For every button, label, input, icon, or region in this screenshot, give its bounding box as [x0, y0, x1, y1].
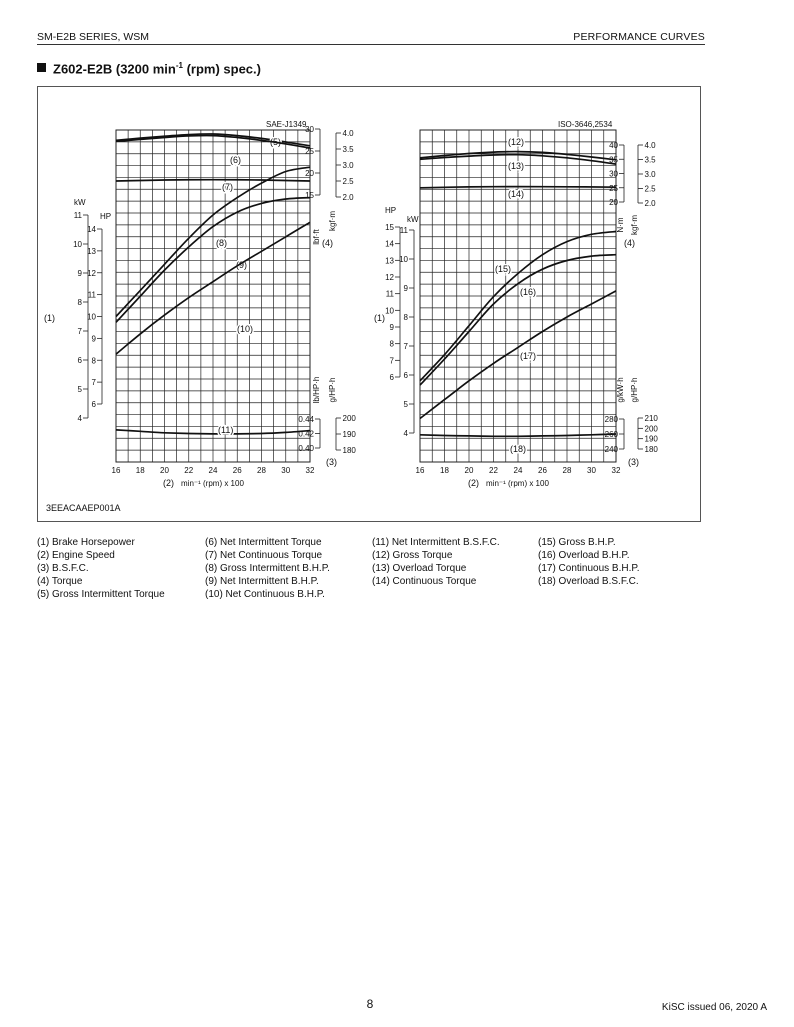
- chart1-torque-unit-a: lbf·ft: [312, 229, 321, 245]
- chart1-kw-tick-label: 7: [77, 327, 82, 336]
- chart1-x-tick-label: 20: [160, 466, 169, 475]
- chart2-left-label-ref: (1): [374, 313, 385, 323]
- chart2-bsA-tick-label: 280: [604, 415, 618, 424]
- legend-item: (12) Gross Torque: [372, 550, 453, 561]
- chart2-x-tick-label: 16: [415, 466, 425, 475]
- chart1-tqB-tick-label: 2.5: [342, 177, 354, 186]
- chart1-kw-tick-label: 10: [73, 240, 82, 249]
- chart1-curve-label: (5): [270, 137, 281, 147]
- chart1-tqA-tick-label: 20: [305, 169, 314, 178]
- header-rule: [37, 44, 705, 45]
- chart1-bsB-tick-label: 190: [342, 430, 356, 439]
- chart2-curve-label: (16): [520, 287, 537, 297]
- chart1-tqB-tick-label: 3.0: [342, 161, 354, 170]
- chart2-x-tick-label: 30: [587, 466, 596, 475]
- chart1-x-tick-label: 28: [257, 466, 266, 475]
- section-title-main: Z602-E2B (3200 min: [53, 61, 176, 77]
- legend-item: (5) Gross Intermittent Torque: [37, 589, 165, 600]
- chart1-x-tick-label: 18: [135, 466, 145, 475]
- chart2-hp-tick-label: 7: [389, 356, 394, 366]
- chart2-bsB-tick-label: 180: [644, 445, 658, 454]
- chart1-torque-unit-b: kgf·m: [328, 211, 337, 231]
- chart2-curve-label: (15): [495, 264, 512, 274]
- bullet-square-icon: [37, 63, 46, 72]
- chart1-x-label-ref: (2): [163, 478, 174, 488]
- chart2-hp-tick-label: 10: [385, 306, 394, 316]
- chart1-bsA-tick-label: 0.42: [298, 429, 314, 439]
- chart1-hp-tick-label: 12: [87, 268, 96, 278]
- chart2-hp-tick-label: 8: [389, 339, 394, 349]
- chart2-tqB-tick-label: 3.0: [644, 170, 656, 179]
- section-title-end: (rpm) spec.): [182, 61, 261, 77]
- chart2-tqA-tick-label: 30: [609, 169, 618, 179]
- chart1-curve-label: (11): [218, 425, 234, 435]
- chart2-x-label-ref: (2): [468, 478, 479, 488]
- chart1-left-label-ref: (1): [44, 313, 55, 323]
- chart2-x-tick-label: 24: [513, 466, 523, 475]
- chart1-hp-tick-label: 10: [87, 312, 96, 322]
- chart2-hp-tick-label: 15: [385, 223, 394, 232]
- chart2-x-tick-label: 18: [440, 466, 449, 475]
- chart2-kw-tick-label: 7: [403, 342, 408, 351]
- chart1-x-tick-label: 30: [281, 466, 291, 475]
- legend-col-1: [37, 536, 165, 601]
- legend-item: (6) Net Intermittent Torque: [205, 537, 322, 548]
- chart1-tqB-tick-label: 3.5: [342, 145, 354, 154]
- chart1-kw-tick-label: 5: [77, 385, 82, 394]
- chart2-standard-label: ISO-3646,2534: [558, 120, 613, 129]
- chart2-hp-unit: HP: [385, 206, 397, 215]
- chart1-curve-label: (10): [237, 324, 254, 334]
- chart2-x-label: min⁻¹ (rpm) x 100: [486, 479, 549, 488]
- legend-item: (4) Torque: [37, 576, 83, 587]
- chart2-x-tick-label: 22: [489, 466, 498, 475]
- chart2-bsfc-ref: (3): [628, 457, 639, 467]
- chart1-hp-tick-label: 11: [87, 290, 96, 300]
- chart2-bsfc-unit-a: g/kW·h: [616, 377, 625, 403]
- chart1-hp-tick-label: 14: [87, 225, 96, 234]
- chart2-kw-tick-label: 8: [403, 313, 408, 322]
- legend-item: (8) Gross Intermittent B.H.P.: [205, 563, 330, 574]
- chart1-x-tick-label: 26: [232, 466, 242, 475]
- chart1-kw-unit: kW: [74, 198, 86, 207]
- chart2-kw-tick-label: 5: [403, 400, 408, 409]
- page-number: 8: [366, 997, 374, 1011]
- header-series: SM-E2B SERIES, WSM: [37, 31, 150, 43]
- chart1-bsfc-unit-b: g/HP·h: [328, 377, 337, 403]
- legend-item: (18) Overload B.S.F.C.: [538, 576, 639, 587]
- chart2-bsA-tick-label: 240: [604, 445, 618, 454]
- chart2-hp-tick-label: 6: [389, 373, 394, 382]
- chart2-torque-unit-a: N·m: [616, 217, 625, 233]
- chart2-hp-tick-label: 11: [385, 289, 394, 299]
- header-section: PERFORMANCE CURVES: [573, 31, 705, 43]
- chart1-hp-unit: HP: [100, 212, 112, 221]
- chart2-tqA-tick-label: 20: [609, 198, 618, 207]
- legend-item: (3) B.S.F.C.: [37, 563, 89, 574]
- chart2-curve-label: (17): [520, 351, 537, 361]
- chart1-tqA-tick-label: 15: [305, 191, 314, 200]
- chart1-x-tick-label: 32: [305, 466, 315, 475]
- chart2-curve-label: (12): [508, 137, 525, 147]
- chart2-bsB-tick-label: 210: [644, 414, 658, 423]
- legend-item: (16) Overload B.H.P.: [538, 550, 630, 561]
- chart1-bsA-tick-label: 0.40: [298, 444, 314, 453]
- chart2-torque-unit-b: kgf·m: [630, 215, 639, 235]
- section-title: [37, 61, 261, 76]
- chart2-kw-tick-label: 6: [403, 371, 408, 380]
- chart2-tqA-tick-label: 40: [609, 141, 618, 150]
- figure-code: 3EEACAAEP001A: [46, 503, 121, 513]
- legend-item: (1) Brake Horsepower: [37, 537, 135, 548]
- chart1-x-label: min⁻¹ (rpm) x 100: [181, 479, 244, 488]
- legend-item: (7) Net Continuous Torque: [205, 550, 323, 561]
- chart1-tqB-tick-label: 4.0: [342, 129, 354, 138]
- chart1-x-tick-label: 24: [208, 466, 218, 475]
- legend-item: (9) Net Intermittent B.H.P.: [205, 576, 319, 587]
- chart2-curve-label: (14): [508, 189, 525, 199]
- chart2-x-tick-label: 32: [611, 466, 621, 475]
- chart1-kw-tick-label: 11: [73, 211, 82, 220]
- chart1-kw-tick-label: 4: [77, 414, 82, 423]
- chart2-hp-tick-label: 12: [385, 273, 394, 282]
- chart1-x-tick-label: 22: [184, 466, 194, 475]
- chart1-x-tick-label: 16: [111, 466, 121, 475]
- chart1-curve-label: (9): [236, 260, 247, 270]
- chart2-kw-tick-label: 4: [403, 429, 408, 438]
- chart1-curve-label: (8): [216, 238, 227, 248]
- performance-charts: [38, 87, 700, 521]
- legend-col-4: [538, 536, 640, 588]
- chart1-tqA-tick-label: 25: [305, 147, 314, 156]
- chart1-kw-tick-label: 9: [77, 269, 82, 278]
- chart1-bsA-tick-label: 0.44: [298, 415, 314, 424]
- chart1-hp-tick-label: 9: [91, 334, 96, 344]
- chart2-x-tick-label: 28: [562, 466, 572, 475]
- chart2-bsB-tick-label: 200: [644, 424, 658, 434]
- chart1-tqA-tick-label: 30: [305, 125, 314, 134]
- chart1-bsfc-unit-a: lb/HP·h: [312, 376, 321, 404]
- legend-item: (2) Engine Speed: [37, 550, 115, 561]
- chart1-kw-tick-label: 6: [77, 356, 82, 365]
- chart1-torque-ref: (4): [322, 238, 333, 248]
- chart2-kw-tick-label: 9: [403, 284, 408, 293]
- chart1-bsB-tick-label: 180: [342, 446, 356, 455]
- chart2-tqA-tick-label: 25: [609, 183, 618, 193]
- chart1-curve-label: (7): [222, 182, 233, 192]
- legend-item: (13) Overload Torque: [372, 563, 467, 574]
- chart2-curve-label: (18): [510, 444, 527, 454]
- chart2-hp-tick-label: 9: [389, 323, 394, 332]
- chart1-hp-tick-label: 7: [91, 378, 96, 388]
- chart2-tqA-tick-label: 35: [609, 155, 618, 165]
- chart2-kw-unit: kW: [407, 215, 419, 224]
- legend-col-3: [372, 536, 500, 588]
- chart2-torque-ref: (4): [624, 238, 635, 248]
- chart2-bsA-tick-label: 260: [604, 430, 618, 439]
- chart1-tqB-tick-label: 2.0: [342, 193, 354, 202]
- legend-item: (15) Gross B.H.P.: [538, 537, 616, 548]
- chart2-bsfc-unit-b: g/HP·h: [630, 377, 639, 403]
- legend-item: (10) Net Continuous B.H.P.: [205, 589, 325, 600]
- chart2-x-tick-label: 20: [464, 466, 474, 475]
- chart1-standard-label: SAE-J1349: [266, 120, 307, 129]
- chart2-hp-tick-label: 13: [385, 256, 394, 266]
- section-title-sup: -1: [175, 61, 183, 70]
- legend-item: (11) Net Intermittent B.S.F.C.: [372, 537, 500, 548]
- legend-item: (14) Continuous Torque: [372, 576, 477, 587]
- chart2-tqB-tick-label: 2.5: [644, 184, 656, 194]
- chart2-bsB-tick-label: 190: [644, 434, 658, 444]
- chart2-curve-label: (13): [508, 161, 525, 171]
- chart2-tqB-tick-label: 2.0: [644, 199, 656, 208]
- performance-figure: [37, 86, 701, 522]
- chart2-tqB-tick-label: 3.5: [644, 155, 656, 165]
- legend-item: (17) Continuous B.H.P.: [538, 563, 640, 574]
- chart1-curve-label: (6): [230, 155, 241, 165]
- chart1-bsfc-ref: (3): [326, 457, 337, 467]
- chart2-tqB-tick-label: 4.0: [644, 141, 656, 150]
- chart2-kw-tick-label: 10: [399, 255, 408, 264]
- legend-col-2: [205, 536, 330, 601]
- chart1-hp-tick-label: 13: [87, 246, 96, 256]
- chart1-bsB-tick-label: 200: [342, 414, 356, 423]
- chart1-hp-tick-label: 8: [91, 356, 96, 366]
- issue-note: KiSC issued 06, 2020 A: [661, 1002, 767, 1013]
- chart2-hp-tick-label: 14: [385, 239, 394, 249]
- chart1-kw-tick-label: 8: [77, 298, 82, 307]
- chart2-x-tick-label: 26: [538, 466, 547, 475]
- chart1-hp-tick-label: 6: [91, 400, 96, 409]
- chart2-kw-tick-label: 11: [399, 226, 408, 235]
